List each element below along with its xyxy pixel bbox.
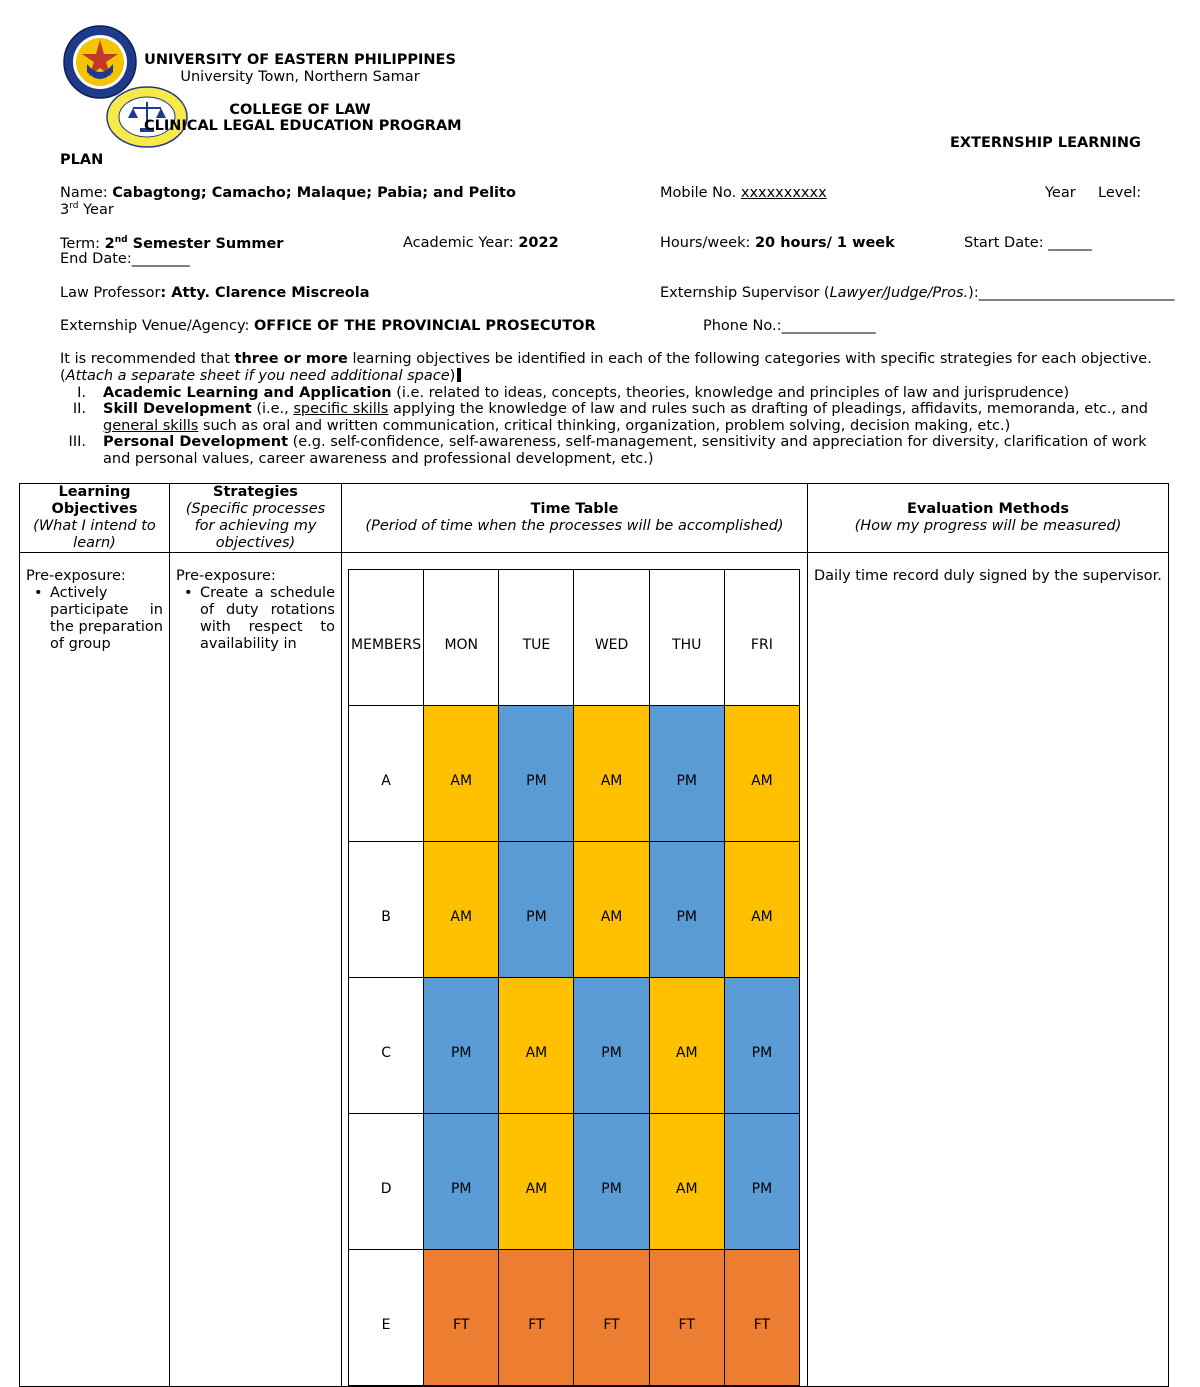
mobile-field: Mobile No. xxxxxxxxxx: [660, 185, 827, 201]
objective-item: III. Personal Development (e.g. self-confidence, self-awareness, self-management, sensitivity and appreciation for diversity, clarification of work and personal values, career awareness and professional development, etc.): [68, 434, 1147, 467]
shift-cell: PM: [574, 1114, 649, 1250]
shift-cell: AM: [574, 842, 649, 978]
schedule-header-row: [349, 570, 800, 706]
shift-cell: PM: [499, 706, 574, 842]
schedule-row: [349, 1114, 800, 1250]
program-name: CLINICAL LEGAL EDUCATION PROGRAM: [144, 118, 462, 134]
list-item: • Create a schedule of duty rotations with respect to availability in: [200, 585, 335, 653]
objective-item: II. Skill Development (i.e., specific skills applying the knowledge of law and rules such as drafting of pleadings, affidavits, memoranda, etc., and general skills such as oral and written communication, critical thinking, organization, problem solving, decision making, etc.): [72, 401, 1148, 434]
shift-cell: AM: [499, 978, 574, 1114]
name-field: Name: Cabagtong; Camacho; Malaque; Pabia; and Pelito: [60, 185, 516, 201]
objectives-cell: Pre-exposure: • Actively participate in the preparation of group: [20, 553, 170, 1387]
learning-plan-table: [19, 483, 1169, 1387]
schedule-row: [349, 706, 800, 842]
university-name: UNIVERSITY OF EASTERN PHILIPPINES: [144, 52, 456, 68]
shift-cell: AM: [574, 706, 649, 842]
objective-item: I. Academic Learning and Application (i.e. related to ideas, concepts, theories, knowledge and principles of law and jurisprudence): [77, 385, 1070, 401]
plan-title-part2: PLAN: [60, 152, 104, 168]
time-table-cell: [342, 553, 808, 1387]
text-cursor: [457, 368, 461, 382]
header-learning-objectives: Learning Objectives (What I intend to learn): [20, 484, 170, 553]
schedule-row: [349, 1250, 800, 1386]
start-date-field: Start Date: ______: [964, 235, 1092, 251]
intro-line-2: (Attach a separate sheet if you need additional space): [60, 368, 461, 384]
schedule-header-cell: MEMBERS: [349, 570, 424, 706]
shift-cell: PM: [424, 1114, 499, 1250]
schedule-row: [349, 842, 800, 978]
shift-cell: AM: [649, 978, 724, 1114]
shift-cell: FT: [499, 1250, 574, 1386]
member-cell: A: [349, 706, 424, 842]
member-cell: C: [349, 978, 424, 1114]
shift-cell: PM: [724, 1114, 799, 1250]
term-field: Term: 2nd Semester Summer: [60, 235, 284, 252]
hours-field: Hours/week: 20 hours/ 1 week: [660, 235, 895, 251]
shift-cell: AM: [499, 1114, 574, 1250]
law-professor-field: Law Professor: Atty. Clarence Miscreola: [60, 285, 370, 301]
member-cell: D: [349, 1114, 424, 1250]
level-label: Level:: [1098, 185, 1142, 201]
header-time-table: Time Table (Period of time when the processes will be accomplished): [342, 484, 808, 553]
shift-cell: AM: [649, 1114, 724, 1250]
intro-line-1: It is recommended that three or more learning objectives be identified in each of the following categories with specific strategies for each objective.: [60, 351, 1152, 367]
shift-cell: PM: [424, 978, 499, 1114]
schedule-header-cell: TUE: [499, 570, 574, 706]
schedule-row: [349, 978, 800, 1114]
schedule-header-cell: MON: [424, 570, 499, 706]
academic-year-field: Academic Year: 2022: [403, 235, 559, 251]
header-evaluation-methods: Evaluation Methods (How my progress will be measured): [808, 484, 1169, 553]
strategies-cell: Pre-exposure: • Create a schedule of duty rotations with respect to availability in: [170, 553, 342, 1387]
university-location: University Town, Northern Samar: [180, 69, 420, 85]
shift-cell: FT: [649, 1250, 724, 1386]
shift-cell: PM: [724, 978, 799, 1114]
end-date-field: End Date:________: [60, 251, 190, 267]
member-cell: E: [349, 1250, 424, 1386]
phone-field: Phone No.:_____________: [703, 318, 876, 334]
shift-cell: AM: [424, 706, 499, 842]
year-label: Year: [1045, 185, 1076, 201]
plan-title-part1: EXTERNSHIP LEARNING: [950, 135, 1141, 151]
externship-supervisor-field: Externship Supervisor (Lawyer/Judge/Pros.):___________________________: [660, 285, 1175, 301]
member-cell: B: [349, 842, 424, 978]
duty-schedule-table: [348, 569, 800, 1386]
table-header-row: [20, 484, 1169, 553]
shift-cell: AM: [424, 842, 499, 978]
shift-cell: AM: [724, 842, 799, 978]
evaluation-cell: Daily time record duly signed by the supervisor.: [808, 553, 1169, 1387]
shift-cell: PM: [499, 842, 574, 978]
schedule-header-cell: THU: [649, 570, 724, 706]
shift-cell: FT: [724, 1250, 799, 1386]
college-name: COLLEGE OF LAW: [229, 102, 371, 118]
year-level-value: 3rd Year: [60, 201, 114, 218]
schedule-header-cell: FRI: [724, 570, 799, 706]
table-row: [20, 553, 1169, 1387]
shift-cell: PM: [574, 978, 649, 1114]
shift-cell: AM: [724, 706, 799, 842]
schedule-header-cell: WED: [574, 570, 649, 706]
header-strategies: Strategies (Specific processes for achieving my objectives): [170, 484, 342, 553]
shift-cell: FT: [424, 1250, 499, 1386]
venue-field: Externship Venue/Agency: OFFICE OF THE PROVINCIAL PROSECUTOR: [60, 318, 596, 334]
shift-cell: PM: [649, 706, 724, 842]
shift-cell: PM: [649, 842, 724, 978]
list-item: • Actively participate in the preparation of group: [50, 585, 163, 653]
shift-cell: FT: [574, 1250, 649, 1386]
